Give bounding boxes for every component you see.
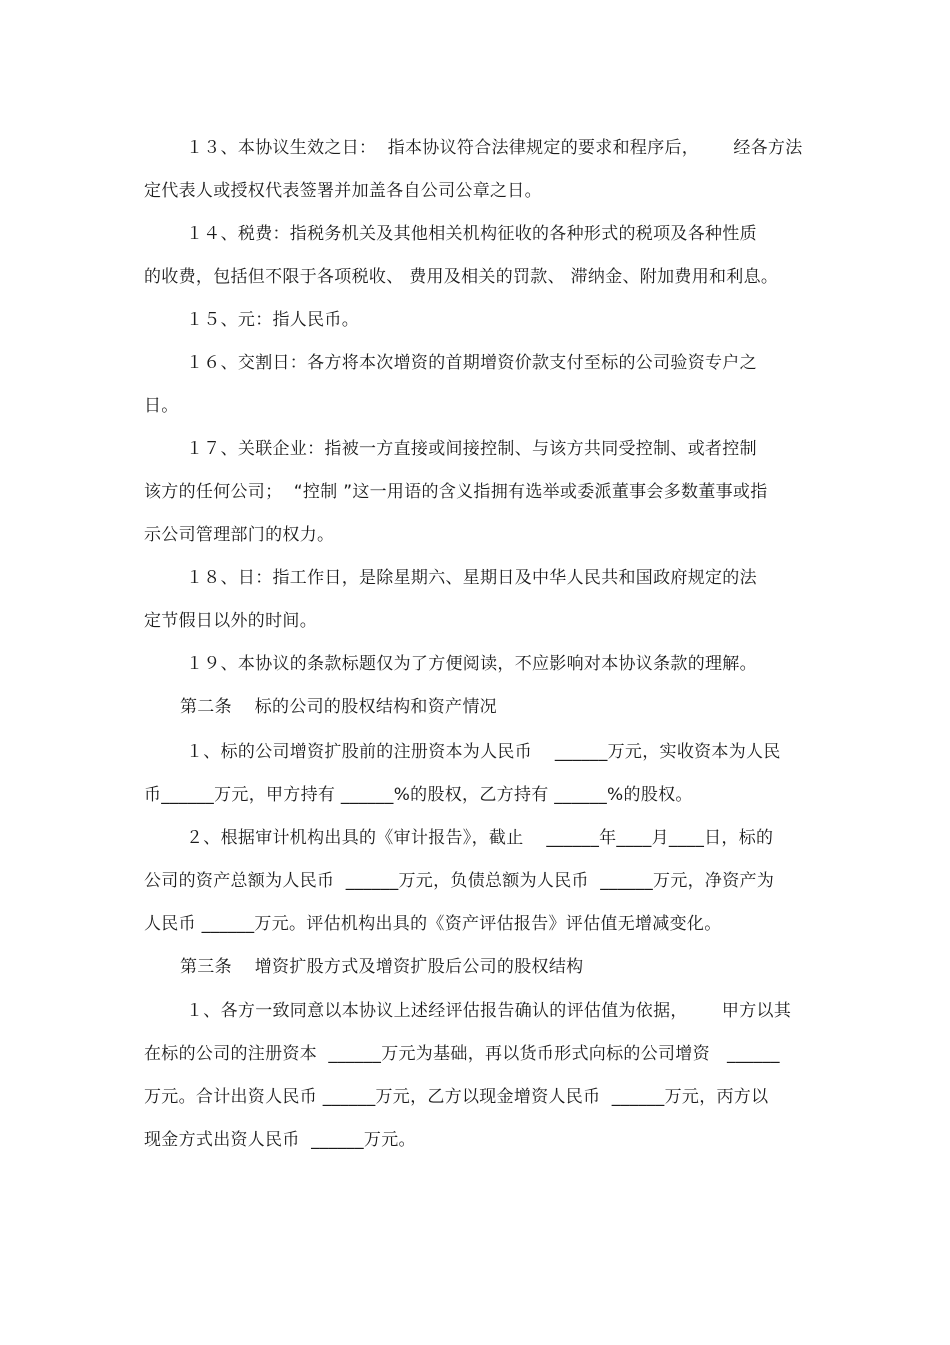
article-2-item-1-line-1: １、标的公司增资扩股前的注册资本为人民币 ______万元，实收资本为人民: [186, 742, 781, 762]
article-3-item-1-line-3: 万元。合计出资人民币 ______万元，乙方以现金增资人民币 ______万元，丙方以: [144, 1087, 769, 1107]
clause-17-line-2: 该方的任何公司； “控制 ”这一用语的含义指拥有选举或委派董事会多数董事或指: [144, 482, 768, 502]
clause-16-line-1: １６、交割日：各方将本次增资的首期增资价款支付至标的公司验资专户之: [186, 353, 757, 373]
clause-18-line-2: 定节假日以外的时间。: [144, 611, 317, 631]
clause-18-line-1: １８、日：指工作日，是除星期六、星期日及中华人民共和国政府规定的法: [186, 568, 757, 588]
clause-16-line-2: 日。: [144, 396, 179, 416]
article-2-item-2-line-3: 人民币 ______万元。评估机构出具的《资产评估报告》评估值无增减变化。: [144, 914, 722, 934]
article-3-item-1-line-1: １、各方一致同意以本协议上述经评估报告确认的评估值为依据， 甲方以其: [186, 1001, 792, 1021]
clause-14-line-2: 的收费，包括但不限于各项税收、 费用及相关的罚款、 滞纳金、附加费用和利息。: [144, 267, 779, 287]
article-3-item-1-line-2: 在标的公司的注册资本 ______万元为基础，再以货币形式向标的公司增资 ______: [144, 1044, 780, 1064]
clause-14-line-1: １４、税费：指税务机关及其他相关机构征收的各种形式的税项及各种性质: [186, 224, 757, 244]
article-3-heading: 第三条 增资扩股方式及增资扩股后公司的股权结构: [180, 957, 584, 977]
clause-17-line-3: 示公司管理部门的权力。: [144, 525, 335, 545]
clause-19-line-1: １９、本协议的条款标题仅为了方便阅读，不应影响对本协议条款的理解。: [186, 654, 757, 674]
article-2-item-1-line-2: 币______万元，甲方持有 ______%的股权，乙方持有 ______%的股权。: [144, 785, 693, 805]
article-2-heading: 第二条 标的公司的股权结构和资产情况: [180, 697, 497, 717]
article-2-item-2-line-2: 公司的资产总额为人民币 ______万元，负债总额为人民币 ______万元，净资产为: [144, 871, 775, 891]
article-3-item-1-line-4: 现金方式出资人民币 ______万元。: [144, 1130, 416, 1150]
article-2-item-2-line-1: ２、根据审计机构出具的《审计报告》，截止 ______年____月____日，标的: [186, 828, 774, 848]
clause-17-line-1: １７、关联企业：指被一方直接或间接控制、与该方共同受控制、或者控制: [186, 439, 757, 459]
clause-15-line-1: １５、元：指人民币。: [186, 310, 359, 330]
clause-13-line-1: １３、本协议生效之日： 指本协议符合法律规定的要求和程序后， 经各方法: [186, 138, 803, 158]
clause-13-line-2: 定代表人或授权代表签署并加盖各自公司公章之日。: [144, 181, 542, 201]
